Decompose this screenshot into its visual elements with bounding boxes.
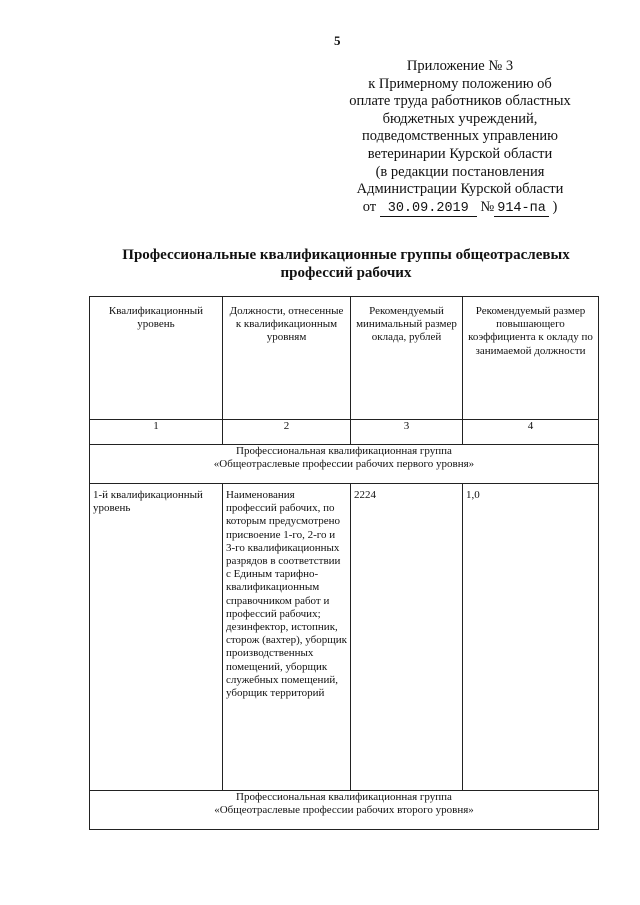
closing-paren: ) [552,198,558,215]
column-number: 1 [90,420,223,445]
column-number: 3 [351,420,463,445]
title-line: профессий рабочих [280,265,412,281]
table-cell [351,484,463,791]
column-number: 4 [463,420,599,445]
number-prefix: № [480,198,495,215]
table-row [90,484,599,791]
appendix-line: Администрации Курской области [356,181,564,198]
table-cell [90,484,223,791]
group-line: «Общеотраслевые профессии рабочих второго уровня» [214,804,474,817]
appendix-line: Приложение № 3 [406,58,514,74]
decree-number: 914-па [494,201,549,217]
header-cell [351,297,463,420]
appendix-line: оплате труда работников областных [349,93,571,110]
title-line: Профессиональные квалификационные группы общеотраслевых [122,247,570,263]
appendix-line: к Примерному положению об [368,75,552,92]
coefficient-cell: 1,0 [466,489,480,501]
salary-cell: 2224 [354,489,376,501]
appendix-line: ветеринарии Курской области [367,145,553,162]
group-heading-first-level [90,445,599,484]
header-cell [463,297,599,420]
group-heading-second-level [90,791,599,830]
header-cell [90,297,223,420]
column-number: 2 [223,420,351,445]
column-number-row [90,420,599,445]
header-level: Квалификационный уровень [108,305,204,331]
header-cell [223,297,351,420]
group-row [90,445,599,484]
group-line: Профессиональная квалификационная группа [236,445,452,457]
group-line: Профессиональная квалификационная группа [236,791,452,803]
positions-cell: Наименования профессий рабочих, по которым предусмотрено присвоение 1-го, 2-го и 3-го квалификационных разрядов в соответствии с Единым тарифно-квалификационным справочником работ и профессий рабочих; дезинфектор, истопник, сторож (вахтер), уборщик производственных помещений, уборщик служебных помещений, уборщик территорий [226,489,347,700]
decree-date: 30.09.2019 [380,201,477,217]
page-number: 5 [334,33,341,48]
qualification-table [89,296,599,830]
header-salary: Рекомендуемый минимальный размер оклада, рублей [356,305,457,344]
table-cell [463,484,599,791]
header-positions: Должности, отнесенные к квалификационным уровням [229,305,344,344]
decree-date-line [322,199,598,218]
header-coefficient: Рекомендуемый размер повышающего коэффициента к окладу по занимаемой должности [468,305,593,357]
group-row [90,791,599,830]
appendix-line: (в редакции постановления [375,163,545,180]
level-cell: 1-й квалификационный уровень [93,489,203,515]
table-cell [223,484,351,791]
group-line: «Общеотраслевые профессии рабочих первого уровня» [213,458,475,471]
date-prefix: от [362,198,377,215]
appendix-line: подведомственных управлению [362,128,558,145]
appendix-block [322,58,598,217]
document-title [60,246,632,282]
appendix-line: бюджетных учреждений, [382,110,538,127]
table-header-row [90,297,599,420]
